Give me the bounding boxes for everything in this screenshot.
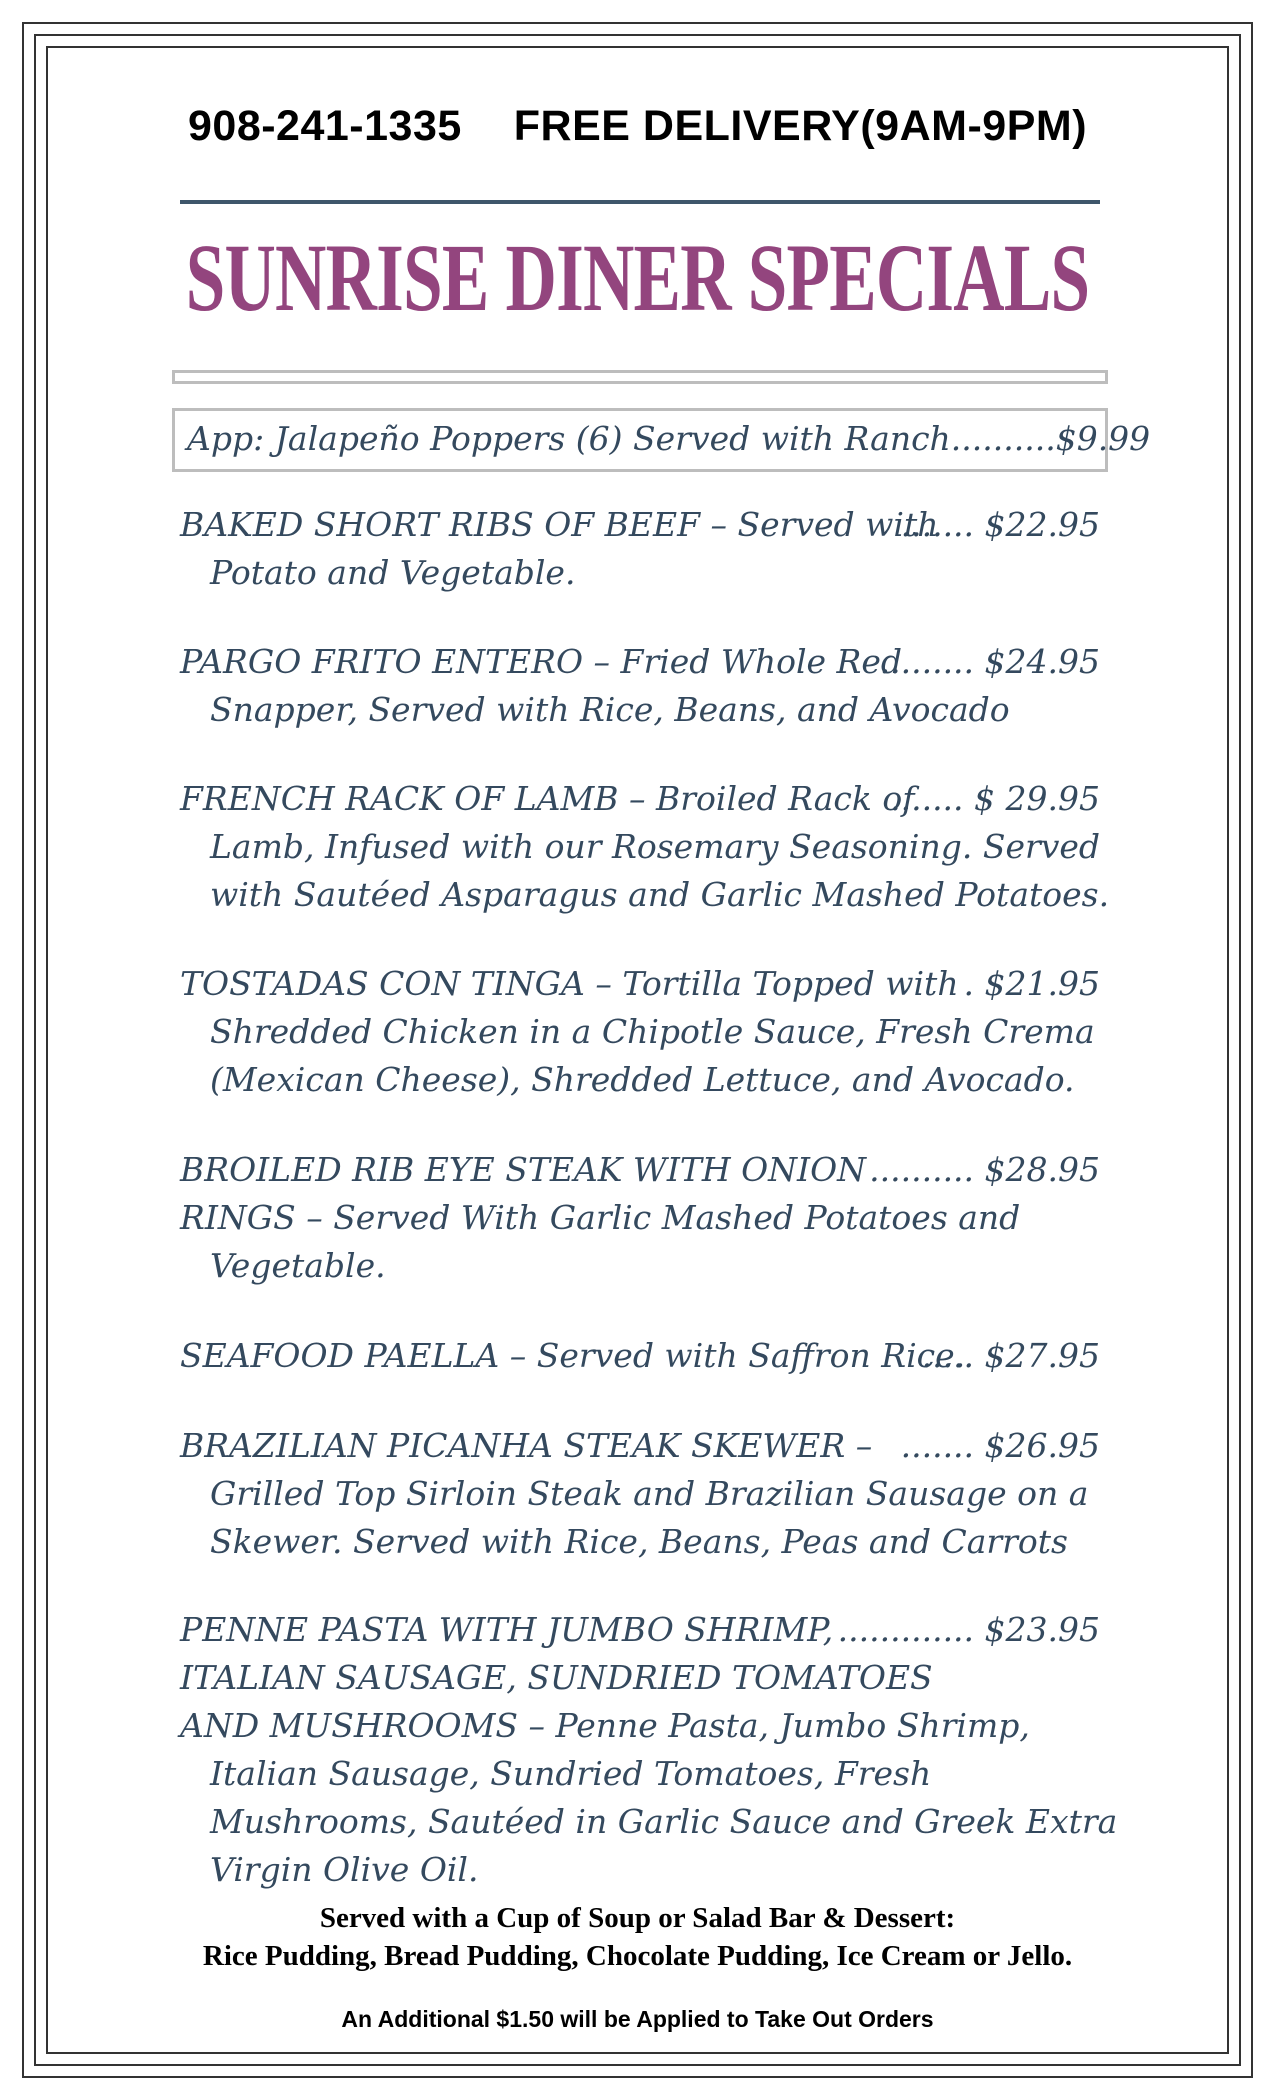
- menu-item: [180, 1610, 1118, 1898]
- item-name: TOSTADAS CON TINGA: [180, 964, 585, 1003]
- menu-item: [180, 505, 1100, 601]
- item-desc-line: (Mexican Cheese), Shredded Lettuce, and Avocado.: [210, 1060, 1075, 1099]
- served-with-line: Served with a Cup of Soup or Salad Bar & Dessert:: [319, 1902, 956, 1934]
- item-price: . $21.95: [963, 964, 1100, 1003]
- item-desc-line: Snapper, Served with Rice, Beans, and Avocado: [210, 690, 1010, 729]
- item-desc-line: Potato and Vegetable.: [210, 553, 576, 592]
- item-desc-line: Italian Sausage, Sundried Tomatoes, Fresh: [210, 1754, 932, 1793]
- menu-item: [180, 779, 1110, 923]
- item-desc: – Fried Whole Red: [583, 642, 903, 681]
- item-desc-line: Vegetable.: [210, 1246, 386, 1285]
- delivery-hours: FREE DELIVERY(9AM-9PM): [513, 102, 1088, 150]
- item-price: ....... $ 29.95: [890, 779, 1100, 818]
- item-desc: –: [845, 1426, 873, 1465]
- item-price: ............. $23.95: [837, 1610, 1100, 1649]
- item-name: PENNE PASTA WITH JUMBO SHRIMP,: [180, 1610, 834, 1649]
- item-desc-line: with Sautéed Asparagus and Garlic Mashed Potatoes.: [210, 875, 1110, 914]
- item-desc-line: Grilled Top Sirloin Steak and Brazilian Sausage on a: [210, 1474, 1089, 1513]
- item-desc: – Broiled Rack of: [618, 779, 915, 818]
- menu-item: [180, 1336, 1100, 1384]
- item-price: ......... $24.95: [879, 642, 1100, 681]
- item-desc-line: Lamb, Infused with our Rosemary Seasoning. Served: [210, 827, 1101, 866]
- item-desc-line: Shredded Chicken in a Chipotle Sauce, Fresh Crema: [210, 1012, 1095, 1051]
- item-name: BAKED SHORT RIBS OF BEEF: [180, 505, 700, 544]
- item-desc-line: Skewer. Served with Rice, Beans, Peas and Carrots: [210, 1522, 1068, 1561]
- page-title: SUNRISE DINER SPECIALS: [185, 224, 1090, 331]
- dessert-options-line: Rice Pudding, Bread Pudding, Chocolate Pudding, Ice Cream or Jello.: [202, 1940, 1073, 1972]
- item-name: FRENCH RACK OF LAMB: [180, 779, 619, 818]
- phone-number[interactable]: 908-241-1335: [187, 102, 462, 150]
- menu-item: [180, 1426, 1100, 1570]
- contact-header: [0, 102, 1275, 151]
- menu-item: [180, 964, 1100, 1108]
- item-price: ..... $27.95: [921, 1336, 1100, 1375]
- divider-rule: [180, 200, 1100, 204]
- item-name: BROILED RIB EYE STEAK WITH ONION: [180, 1150, 867, 1189]
- title-underline-box: [172, 370, 1108, 384]
- item-desc: – Served with: [699, 505, 939, 544]
- item-desc-line: AND MUSHROOMS – Penne Pasta, Jumbo Shrimp,: [180, 1706, 1030, 1745]
- item-price: ....... $22.95: [900, 505, 1100, 544]
- item-desc-line: RINGS – Served With Garlic Mashed Potatoes and: [180, 1198, 1021, 1237]
- menu-item: [180, 1150, 1100, 1294]
- takeout-note: An Additional $1.50 will be Applied to Take Out Orders: [341, 2006, 934, 2032]
- item-name: SEAFOOD PAELLA: [180, 1336, 500, 1375]
- item-price: .......... $28.95: [869, 1150, 1100, 1189]
- item-desc-line: ITALIAN SAUSAGE, SUNDRIED TOMATOES: [180, 1658, 933, 1697]
- item-desc: – Tortilla Topped with: [584, 964, 959, 1003]
- item-price: ....... $26.95: [900, 1426, 1100, 1465]
- appetizer-box: App: Jalapeño Poppers (6) Served with Ranch..........$9.99: [172, 408, 1108, 472]
- item-desc-line: Virgin Olive Oil.: [210, 1850, 479, 1889]
- item-desc-line: Mushrooms, Sautéed in Garlic Sauce and Greek Extra: [210, 1802, 1118, 1841]
- item-name: PARGO FRITO ENTERO: [180, 642, 584, 681]
- menu-item: [180, 642, 1100, 738]
- item-desc: – Served with Saffron Rice.: [499, 1336, 966, 1375]
- item-name: BRAZILIAN PICANHA STEAK SKEWER: [180, 1426, 846, 1465]
